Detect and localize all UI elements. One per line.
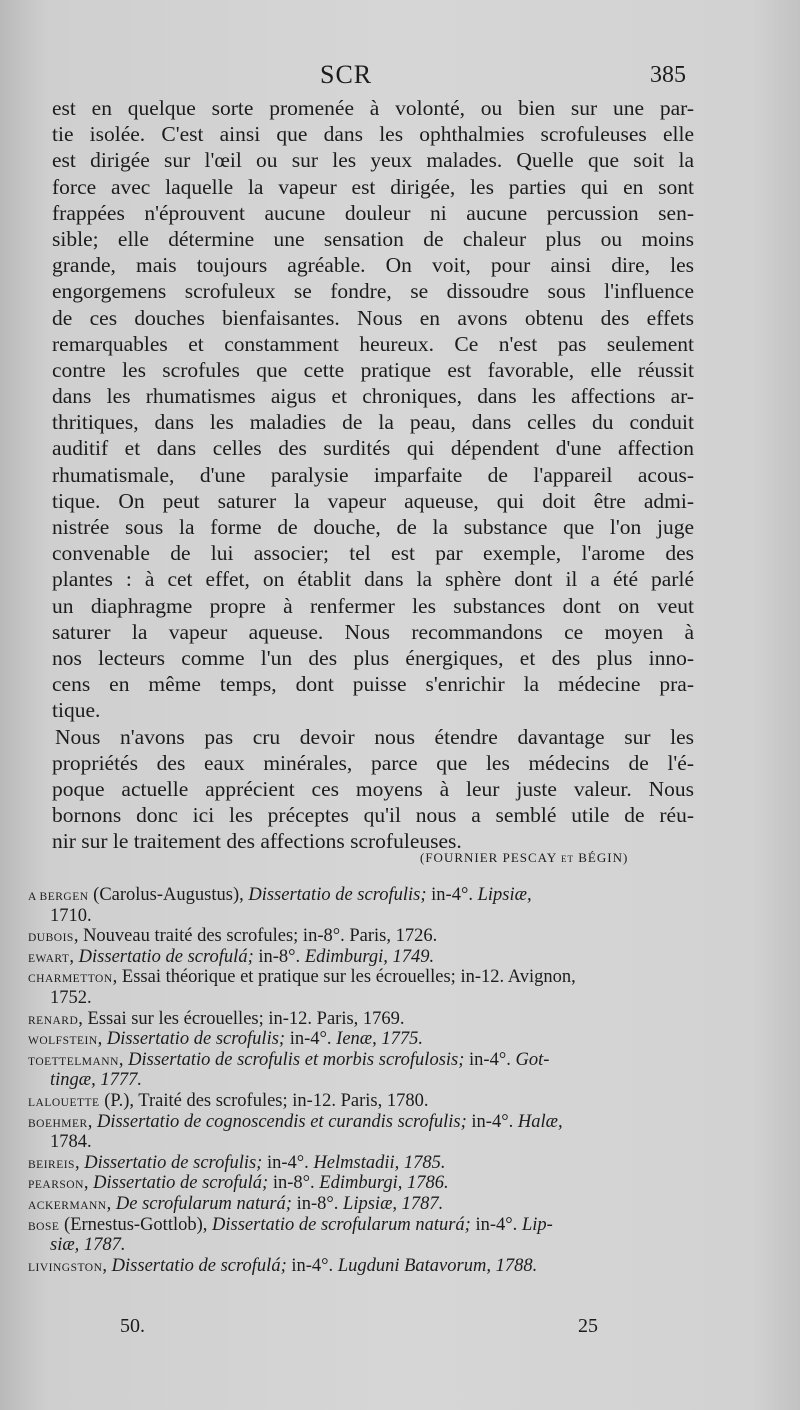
text-line: dans les rhumatismes aigus et chroniques, dans les affections ar- [52,384,694,409]
bib-title: Dissertatio de scrofulá; [78,946,254,967]
bib-title: Dissertatio de scrofulá; [111,1255,287,1276]
sheet-number: 25 [578,1315,598,1337]
bib-continuation-text: tingæ, 1777. [50,1070,142,1091]
bib-place: Helmstadii, 1785. [313,1152,446,1173]
text-line: Nous n'avons pas cru devoir nous étendre davantage sur les [55,724,694,749]
bib-format: in-4°. [285,1029,337,1050]
bib-title: Dissertatio de scrofulis; [248,885,427,905]
bib-format: in-8°. [268,1173,320,1194]
bib-author: CHARMETTON [28,973,113,986]
bib-text: , Essai théorique et pratique sur les écrouelles; in-12. Avignon, [112,967,576,988]
page-footer [0,1315,800,1345]
signature-mark: 50. [120,1315,145,1337]
bib-text: , [87,1111,97,1132]
text-line: rhumatismale, d'une paralysie imparfaite de l'appareil acous- [52,462,694,487]
text-line: cens en même temps, dont puisse s'enrichir la médecine pra- [52,672,694,697]
text-line: tique. [52,698,101,723]
bibliography-line [28,1112,698,1133]
bib-title: Dissertatio de scrofulis; [106,1029,286,1050]
page-header [0,60,800,100]
bibliography-entry [28,947,698,968]
text-line: sible; elle détermine une sensation de chaleur plus ou moins [52,226,694,251]
bib-format: in-4°. [262,1152,314,1173]
bibliography-line [28,1194,698,1215]
bib-place: Lipsiæ, [477,885,532,905]
bibliography-line [28,1215,698,1236]
bib-text: , [102,1255,112,1276]
bib-place: Lugduni Batavorum, 1788. [337,1255,538,1276]
bib-format: in-4°. [466,1111,518,1132]
bibliography-entry [28,1173,698,1194]
bib-title: Dissertatio de cognoscendis et curandis scrofulis; [96,1111,467,1132]
bibliography-entry [28,967,698,1008]
bib-place: Lip- [521,1214,553,1235]
bibliography-entry [28,1009,698,1030]
bibliography-line [28,1173,698,1194]
bib-place: Edimburgi, 1749. [304,946,435,967]
text-line: nir sur le traitement des affections scrofuleuses. [52,829,462,854]
bib-continuation-text: siæ, 1787. [50,1235,126,1256]
bib-author: BEIREIS [28,1158,75,1171]
bib-text: , Essai sur les écrouelles; in-12. Paris, 1769. [78,1008,405,1029]
bib-format: in-4°. [464,1049,516,1070]
bib-text: (Carolus-Augustus), [88,885,249,905]
paragraph [52,724,694,855]
running-head: SCR [320,60,373,89]
bib-author: LIVINGSTON [28,1261,103,1274]
bib-author: WOLFSTEIN [28,1035,98,1048]
bib-format: in-4°. [426,885,478,905]
bib-author: BOSE [28,1220,60,1233]
bib-text: , Nouveau traité des scrofules; in-8°. Paris, 1726. [73,926,438,947]
text-line: nistrée sous la forme de douche, de la substance que l'on juge [52,515,694,539]
bibliography-entry [28,1050,698,1091]
bib-format: in-8°. [253,946,305,967]
bib-title: Dissertatio de scrofulis; [84,1152,263,1173]
bib-text: , [97,1029,107,1050]
bibliography-line [28,947,698,968]
bibliography-entry [28,885,698,926]
bib-title: Dissertatio de scrofulis et morbis scrofulosis; [128,1049,465,1070]
bib-continuation-text: 1784. [50,1132,92,1153]
text-line: un diaphragme propre à renfermer les substances dont on veut [52,593,694,618]
text-line: est dirigée sur l'œil ou sur les yeux malades. Quelle que soit la [52,148,694,173]
bib-title: De scrofularum naturá; [115,1193,292,1214]
bibliography-entry [28,1091,698,1112]
bib-place: Got- [515,1049,550,1070]
bibliography [28,885,698,1276]
bib-format: in-8°. [291,1193,344,1214]
bib-place: Halæ, [517,1111,563,1132]
bib-author: ACKERMANN [28,1199,107,1212]
text-line: bornons donc ici les préceptes qu'il nous a semblé utile de réu- [52,803,694,828]
bib-place: Lipsiæ, 1787. [343,1193,444,1214]
bibliography-continuation [28,1235,698,1256]
bib-text: , [118,1049,129,1070]
bib-place: Edimburgi, 1786. [319,1173,449,1194]
bibliography-entry [28,1194,698,1215]
text-line: propriétés des eaux minérales, parce que les médecins de l'é- [52,750,694,775]
text-line: tique. On peut saturer la vapeur aqueuse, qui doit être admi- [52,488,694,513]
bibliography-entry [28,1029,698,1050]
bib-text: , [106,1193,116,1214]
text-line: de ces douches bienfaisantes. Nous en avons obtenu des effets [52,305,694,330]
bibliography-line [28,926,698,947]
author-signature: (FOURNIER PESCAY et BÉGIN) [420,850,629,865]
text-line: force avec laquelle la vapeur est dirigée, les parties qui en sont [52,174,694,199]
bib-continuation-text: 1752. [50,987,92,1008]
bib-author: DUBOIS [28,932,74,945]
bib-author: LALOUETTE [28,1096,100,1109]
text-line: poque actuelle apprécient ces moyens à leur juste valeur. Nous [52,776,694,801]
bib-text: , [69,946,79,967]
bibliography-line [28,885,698,906]
bib-text: (P.), Traité des scrofules; in-12. Paris, 1780. [99,1090,429,1111]
bibliography-entry [28,926,698,947]
bib-author: BOEHMER [28,1117,88,1130]
bibliography-line [28,1153,698,1174]
bib-place: Ienæ, 1775. [336,1029,423,1050]
text-line: remarquables et constamment heureux. Ce n'est pas seulement [52,331,694,356]
bibliography-line [28,1091,698,1112]
bibliography-entry [28,1112,698,1153]
page-number: 385 [650,62,686,88]
paragraph [52,95,694,724]
bib-text: (Ernestus-Gottlob), [59,1214,213,1235]
text-line: nos lecteurs comme l'un des plus énergiques, et des plus inno- [52,645,694,670]
bib-text: , [83,1173,94,1194]
bibliography-continuation [28,1132,698,1153]
bib-author: A BERGEN [28,891,89,903]
text-line: tie isolée. C'est ainsi que dans les ophthalmies scrofuleuses elle [52,122,694,147]
bib-format: in-4°. [286,1255,338,1276]
bib-author: PEARSON [28,1179,84,1192]
body-text [52,95,694,854]
text-line: plantes : à cet effet, on établit dans la sphère dont il a été parlé [52,567,694,592]
text-line: frappées n'éprouvent aucune douleur ni aucune percussion sen- [52,200,694,225]
text-line: convenable de lui associer; tel est par exemple, l'arome des [52,541,694,566]
text-line: grande, mais toujours agréable. On voit, pour ainsi dire, les [52,253,694,278]
bibliography-line [28,967,698,988]
bibliography-entry [28,1153,698,1174]
bib-format: in-4°. [470,1214,522,1235]
text-line: contre les scrofules que cette pratique est favorable, elle réussit [52,357,694,382]
bibliography-continuation [28,988,698,1009]
bib-title: Dissertatio de scrofulá; [93,1173,269,1194]
bib-text: , [74,1152,85,1173]
text-line: est en quelque sorte promenée à volonté, ou bien sur une par- [52,96,694,120]
bib-author: TOETTELMANN [28,1055,119,1068]
bibliography-entry [28,1215,698,1256]
text-line: engorgemens scrofuleux se fondre, se dissoudre sous l'influence [52,279,694,304]
bibliography-continuation [28,906,698,927]
bibliography-entry [28,1256,698,1277]
bibliography-line [28,1256,698,1277]
bib-author: EWART [28,952,70,965]
text-line: auditif et dans celles des surdités qui dépendent d'une affection [52,436,694,461]
bibliography-line [28,1050,698,1071]
bibliography-line [28,1009,698,1030]
bib-continuation-text: 1710. [50,905,92,926]
bibliography-continuation [28,1070,698,1091]
bib-author: RENARD [28,1014,79,1027]
bibliography-line [28,1029,698,1050]
text-line: saturer la vapeur aqueuse. Nous recommandons ce moyen à [52,619,694,644]
text-line: thritiques, dans les maladies de la peau, dans celles du conduit [52,410,694,435]
bib-title: Dissertatio de scrofularum naturá; [212,1214,471,1235]
